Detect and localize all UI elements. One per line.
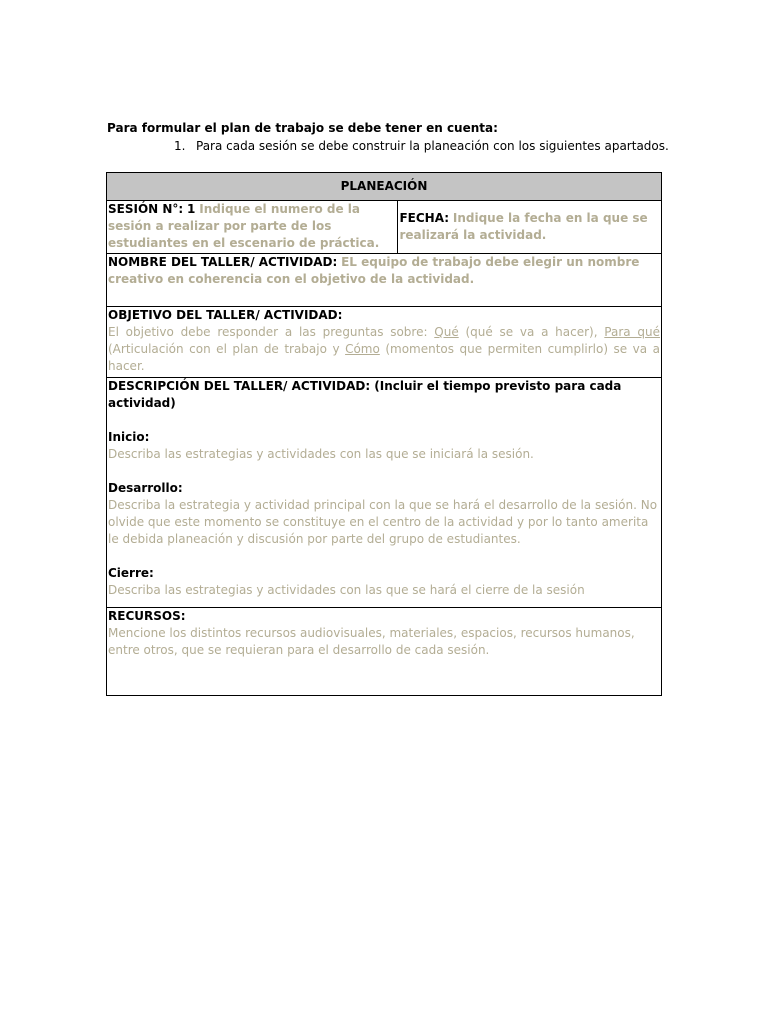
inicio-hint: Describa las estrategias y actividades con las que se iniciará la sesión. [108,447,534,461]
session-label: SESIÓN N°: [108,202,184,216]
description-cell [107,378,662,608]
inicio-label: Inicio: [108,430,150,444]
resources-cell [107,608,662,696]
cierre-hint: Describa las estrategias y actividades con las que se hará el cierre de la sesión [108,583,585,597]
date-hint: Indique la fecha en la que se realizará la actividad. [399,211,648,242]
intro-heading: Para formular el plan de trabajo se debe tener en cuenta: [107,121,498,135]
planning-header: PLANEACIÓN [107,173,662,201]
planning-table [106,172,662,696]
session-hint: Indique el numero de la sesión a realizar por parte de los estudiantes en el escenario de práctica. [108,202,380,250]
date-cell [398,201,662,254]
objective-cell [107,307,662,378]
resources-hint: Mencione los distintos recursos audiovisuales, materiales, espacios, recursos humanos, entre otros, que se requieran para el desarrollo de cada sesión. [108,626,635,657]
resources-label: RECURSOS: [108,609,186,623]
cierre-label: Cierre: [108,566,154,580]
desarrollo-hint: Describa la estrategia y actividad principal con la que se hará el desarrollo de la sesión. No olvide que este momento se constituye en el centro de la actividad y por lo tanto amerita le debida planeación y discusión por parte del grupo de estudiantes. [108,498,658,546]
date-label: FECHA: [399,211,450,225]
session-cell [107,201,398,254]
list-item-text: Para cada sesión se debe construir la planeación con los siguientes apartados. [196,139,669,153]
activity-name-hint: EL equipo de trabajo debe elegir un nombre creativo en coherencia con el objetivo de la actividad. [108,255,640,286]
activity-name-label: NOMBRE DEL TALLER/ ACTIVIDAD: [108,255,338,269]
list-number: 1. [174,139,186,153]
objective-hint: El objetivo debe responder a las preguntas sobre: Qué (qué se va a hacer), Para qué (Articulación con el plan de trabajo y Cómo (momentos que permiten cumplirlo) se va a hacer. [108,325,660,373]
session-number: 1 [187,202,196,216]
intro-list-item [174,139,669,153]
activity-name-cell [107,254,662,307]
objective-label: OBJETIVO DEL TALLER/ ACTIVIDAD: [108,308,343,322]
desarrollo-label: Desarrollo: [108,481,183,495]
description-label: DESCRIPCIÓN DEL TALLER/ ACTIVIDAD: (Incluir el tiempo previsto para cada actividad) [108,379,622,410]
